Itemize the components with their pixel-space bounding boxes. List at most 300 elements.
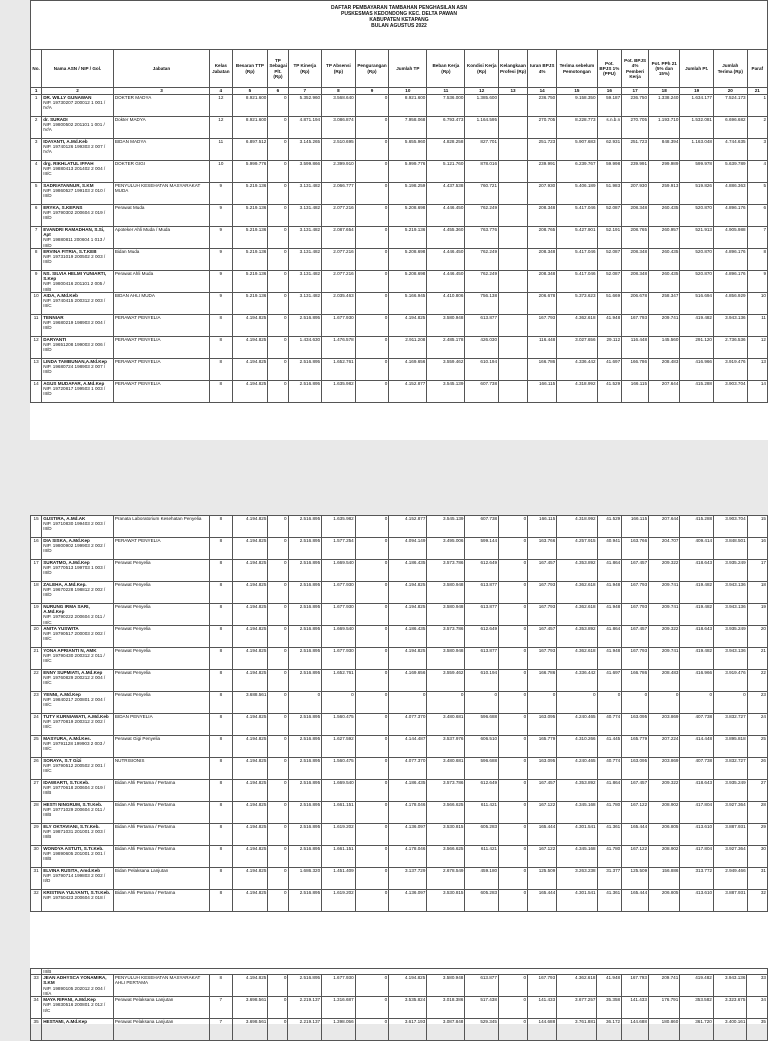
employee-nip: NIP. 19880811 200604 1 013 / III/D [43, 237, 105, 248]
position-cell: Bidan Pelaksana Lanjutan [113, 868, 209, 890]
cell-paraf[interactable]: 24 [747, 714, 767, 736]
row-number: 11 [31, 315, 42, 337]
cell-bpjs1: 52.087 [597, 205, 622, 227]
cell-plt: 0 [268, 604, 288, 626]
cell-pgr: 0 [355, 538, 389, 560]
table-row [31, 582, 768, 604]
cell-lang: 0 [499, 626, 528, 648]
cell-paraf[interactable]: 4 [747, 161, 767, 183]
cell-pgr: 0 [355, 117, 389, 139]
cell-kin: 2.516.895 [288, 890, 322, 912]
cell-lang: 0 [499, 890, 528, 912]
cell-iuran: 125.509 [528, 868, 557, 890]
cell-bpjs1: 41.948 [597, 315, 622, 337]
cell-plt: 0 [268, 271, 288, 293]
cell-paraf[interactable]: 25 [747, 736, 767, 758]
cell-paraf[interactable]: 35 [747, 1019, 768, 1041]
cell-paraf[interactable]: 6 [747, 205, 767, 227]
cell-plt: 0 [268, 868, 288, 890]
cell-kond: 599.144 [465, 538, 499, 560]
column-header: Pot. BPJS 1% (PPU) [597, 50, 622, 88]
cell-paraf[interactable]: 11 [747, 315, 767, 337]
cell-net: 3.919.476 [714, 670, 748, 692]
cell-lang: 0 [499, 758, 528, 780]
position-cell: PERAWAT PENYELIA [113, 359, 209, 381]
cell-kond: 612.649 [465, 780, 499, 802]
cell-ttp: 4.194.825 [232, 359, 268, 381]
table-row [31, 560, 768, 582]
cell-paraf[interactable]: 8 [747, 249, 767, 271]
cell-pph: 203.869 [649, 758, 680, 780]
cell-kin: 5.352.960 [288, 95, 322, 117]
cell-lang [499, 337, 528, 359]
cell-abs: 1.669.540 [322, 560, 356, 582]
cell-bpjs1: 51.983 [597, 183, 622, 205]
cell-kelas: 9 [210, 249, 232, 271]
cell-paraf[interactable]: 1 [747, 95, 767, 117]
cell-abs: 1.451.409 [322, 868, 356, 890]
table-row [31, 802, 768, 824]
cell-plt: 0 [268, 780, 288, 802]
position-cell: Perawat Ahli Muda [113, 271, 209, 293]
cell-jpot: 416.966 [680, 359, 714, 381]
cell-lang: 0 [499, 780, 528, 802]
cell-terima: 3.677.257 [557, 997, 597, 1019]
cell-kond: 596.688 [465, 758, 499, 780]
cell-net: 3.943.136 [713, 315, 747, 337]
cell-iuran: 165.444 [528, 890, 557, 912]
cell-pgr: 0 [355, 824, 389, 846]
cell-lang: 0 [499, 692, 528, 714]
cell-terima: 4.362.618 [557, 582, 597, 604]
row-number: 26 [31, 758, 42, 780]
column-header: Kelangkaan Profesi (Rp) [499, 50, 528, 88]
cell-kelas: 9 [210, 205, 232, 227]
cell-paraf[interactable]: 9 [747, 271, 767, 293]
table-row [31, 293, 768, 315]
cell-abs: 2.087.654 [322, 227, 356, 249]
cell-abs: 1.627.592 [322, 736, 356, 758]
cell-beban: 4.828.258 [427, 139, 465, 161]
cell-kelas: 8 [210, 890, 232, 912]
cell-paraf[interactable]: 7 [747, 227, 767, 249]
employee-cell [42, 560, 114, 582]
cell-ttp: 4.194.825 [232, 975, 268, 997]
cell-jml: 7.958.068 [389, 117, 427, 139]
cell-beban: 3.018.386 [427, 997, 465, 1019]
cell-kond: 426.030 [465, 337, 499, 359]
row-number: 16 [31, 538, 42, 560]
cell-kin: 2.516.895 [288, 648, 322, 670]
cell-pph: 0 [649, 692, 680, 714]
employee-cell [42, 582, 114, 604]
cell-net: 4.744.635 [713, 139, 747, 161]
cell-paraf[interactable]: 5 [747, 183, 767, 205]
cell-net: 3.927.364 [714, 846, 748, 868]
cell-paraf[interactable]: 12 [747, 337, 767, 359]
cell-paraf[interactable]: 31 [747, 868, 767, 890]
cell-lang: 0 [499, 648, 528, 670]
employee-cell [42, 337, 114, 359]
cell-terima: 8.228.773 [557, 117, 597, 139]
cell-iuran: 207.930 [528, 183, 557, 205]
cell-kond: 613.877 [465, 975, 499, 997]
cell-terima: 4.353.892 [557, 560, 597, 582]
cell-paraf[interactable]: 29 [747, 824, 767, 846]
employee-name: NS. SILVIA HELMI YUNIARTI, S.Kep [43, 271, 107, 282]
cell-kin: 2.219.137 [288, 1019, 322, 1041]
cell-abs: 1.661.151 [322, 846, 356, 868]
employee-name: EVANDRI RAMADHAN, S.Si, Apt [43, 227, 105, 238]
cell-ttp: 4.194.825 [232, 780, 268, 802]
cell-paraf[interactable]: 26 [747, 758, 767, 780]
employee-cell [42, 117, 114, 139]
cell-iuran: 167.793 [528, 604, 557, 626]
employee-name: ERYKA, S.KEP.NS [43, 205, 83, 210]
cell-plt: 0 [268, 538, 288, 560]
position-cell: PENYULUH KESEHATAN MASYARAKAT MUDA [113, 183, 209, 205]
cell-pph: 209.322 [649, 626, 680, 648]
row-number: 2 [31, 117, 42, 139]
employee-name: DR. WILLY GUNAWAN [43, 95, 92, 100]
cell-ttp: 4.194.825 [232, 516, 268, 538]
cell-jpot: 516.694 [680, 293, 714, 315]
cell-bpjs1: 41.529 [597, 381, 622, 403]
row-number: 8 [31, 249, 42, 271]
cell-beban: 3.480.681 [427, 758, 465, 780]
row-number: 12 [31, 337, 42, 359]
cell-bpjs4: 167.457 [622, 780, 649, 802]
cell-paraf[interactable]: 3 [747, 139, 767, 161]
position-cell: Bidan Muda [113, 249, 209, 271]
cell-pph: 1.193.710 [649, 117, 680, 139]
cell-abs: 1.316.687 [322, 997, 356, 1019]
column-header: Iuran BPJS 4% [528, 50, 557, 88]
cell-lang [499, 249, 528, 271]
cell-terima: 4.345.168 [557, 846, 597, 868]
cell-paraf[interactable]: 21 [747, 648, 767, 670]
employee-nip: NIP. 19770618 200604 2 019 / III/B [43, 785, 106, 796]
cell-terima: 4.353.892 [557, 780, 597, 802]
cell-beban: 3.545.139 [427, 381, 465, 403]
cell-beban: 3.573.786 [427, 780, 465, 802]
cell-kin: 1.686.320 [288, 868, 322, 890]
cell-bpjs1: 41.780 [597, 846, 622, 868]
cell-net: 4.896.176 [713, 249, 747, 271]
cell-pgr: 0 [355, 205, 389, 227]
cell-kin: 4.871.194 [288, 117, 322, 139]
cell-iuran: 163.095 [528, 714, 557, 736]
row-number: 1 [31, 95, 42, 117]
cell-kin: 2.516.895 [288, 714, 322, 736]
cell-paraf[interactable]: 34 [747, 997, 768, 1019]
cell-abs: 1.652.761 [322, 359, 356, 381]
column-index: 15 [557, 88, 597, 95]
cell-net: 3.832.727 [714, 714, 748, 736]
cell-pph: 207.644 [649, 516, 680, 538]
cell-abs: 2.510.695 [322, 139, 356, 161]
cell-kelas: 9 [210, 227, 232, 249]
cell-lang [499, 183, 528, 205]
cell-ttp: 5.999.776 [232, 161, 268, 183]
cell-jpot: 0 [680, 692, 714, 714]
cell-jml: 4.152.877 [389, 381, 427, 403]
cell-bpjs4: 208.348 [622, 205, 649, 227]
employee-name: LINDA TAMBUNAN,A.Md.Kep [43, 359, 107, 364]
cell-net: 3.903.704 [714, 516, 748, 538]
cell-jpot: 1.634.177 [680, 95, 714, 117]
cell-jpot: 519.826 [680, 183, 714, 205]
employee-name: DARYANTI [43, 337, 67, 342]
cell-kond: 607.738 [465, 516, 499, 538]
cell-pph: 207.224 [649, 736, 680, 758]
cell-pph: 203.869 [649, 714, 680, 736]
cell-ttp: 4.194.825 [232, 824, 268, 846]
cell-beban: 3.495.006 [427, 538, 465, 560]
cell-jml: 4.194.825 [389, 975, 427, 997]
employee-name: ELVINA RUSITA, Amd.Keb [43, 868, 101, 873]
cell-paraf[interactable]: 28 [747, 802, 767, 824]
cell-bpjs1: 59.998 [597, 161, 622, 183]
cell-lang [499, 139, 528, 161]
cell-pgr: 0 [355, 183, 389, 205]
cell-kond: 605.283 [465, 824, 499, 846]
position-cell: PERAWAT PENYELIA [113, 315, 209, 337]
table-row [31, 359, 768, 381]
cell-lang [499, 95, 528, 117]
cell-iuran: 167.793 [528, 315, 557, 337]
cell-plt: 0 [268, 560, 288, 582]
employee-cell [42, 604, 114, 626]
cell-paraf[interactable]: 18 [747, 582, 767, 604]
employee-nip: NIP. 19840217 200801 2 004 / III/C [43, 697, 106, 708]
cell-jml: 4.186.435 [389, 780, 427, 802]
position-cell: Perawat Penyelia [113, 670, 209, 692]
table-row [31, 117, 768, 139]
cell-net: 3.400.161 [713, 1019, 747, 1041]
employee-nip: NIP. 19770819 200312 2 002 / III/C [43, 719, 106, 730]
cell-kond: 605.283 [465, 890, 499, 912]
employee-nip: NIP. 19731019 200502 2 003 / III/D [43, 254, 106, 265]
employee-cell [42, 846, 114, 868]
cell-plt: 0 [268, 183, 288, 205]
cell-paraf[interactable]: 17 [747, 560, 767, 582]
cell-kelas: 10 [210, 161, 232, 183]
cell-jpot: 415.288 [680, 381, 714, 403]
employee-name: GUSTIRA, A.Md.AK [43, 516, 86, 521]
cell-bpjs1: 52.191 [597, 227, 622, 249]
cell-kelas: 8 [210, 714, 232, 736]
tpp-table-3 [30, 968, 768, 1041]
employee-nip: NIP. 19730207 200012 1 001 / IV/A [43, 100, 106, 111]
cell-lang [499, 117, 528, 139]
cell-paraf[interactable]: 2 [747, 117, 767, 139]
cell-bpjs4: 165.779 [622, 736, 649, 758]
cell-paraf[interactable]: 13 [747, 359, 767, 381]
cell-plt: 0 [268, 516, 288, 538]
employee-name: TUTY KURNIAWATI, A.Md.Keb [43, 714, 109, 719]
cell-bpjs1: 41.361 [597, 824, 622, 846]
position-cell: BIDAN MADYA [113, 139, 209, 161]
cell-plt: 0 [268, 1019, 288, 1041]
cell-lang [499, 205, 528, 227]
employee-nip: NIP. 19800416 201101 2 005 / III/B [43, 281, 105, 292]
cell-beban: 2.678.549 [427, 868, 465, 890]
cell-terima: 4.353.892 [557, 626, 597, 648]
row-number: 10 [31, 293, 42, 315]
employee-nip: NIP. 19860527 199103 2 010 / III/D [43, 188, 106, 199]
cell-bpjs4: 165.444 [622, 824, 649, 846]
cell-terima: 0 [557, 692, 597, 714]
cell-bpjs4: 166.115 [622, 381, 649, 403]
column-header: Terima sebelum Pemotongan [557, 50, 597, 88]
cell-jpot: 419.482 [680, 582, 714, 604]
cell-bpjs4: 208.765 [622, 227, 649, 249]
cell-net: 3.848.501 [714, 538, 748, 560]
cell-kelas: 8 [210, 846, 232, 868]
cell-abs: 1.619.202 [322, 824, 356, 846]
cell-paraf[interactable]: 19 [747, 604, 767, 626]
cell-plt: 0 [268, 337, 288, 359]
cell-pgr: 0 [355, 381, 389, 403]
row-number: 29 [31, 824, 42, 846]
cell-ttp: 5.219.136 [232, 227, 268, 249]
cell-iuran: 141.433 [528, 997, 557, 1019]
table-row [31, 315, 768, 337]
cell-net: 2.949.466 [714, 868, 748, 890]
table-row [31, 626, 768, 648]
cell-ttp: 4.194.825 [232, 736, 268, 758]
cell-kond: 613.877 [465, 604, 499, 626]
position-cell: BIDAN AHLI MUDA [113, 293, 209, 315]
cell-paraf[interactable]: 30 [747, 846, 767, 868]
cell-paraf[interactable]: 32 [747, 890, 767, 912]
cell-kelas: 12 [210, 95, 232, 117]
cell-paraf[interactable]: 22 [747, 670, 767, 692]
cell-pgr: 0 [355, 271, 389, 293]
employee-cell [42, 516, 114, 538]
cell-beban: 3.580.948 [427, 604, 465, 626]
cell-paraf[interactable]: 15 [747, 516, 767, 538]
cell-jml: 5.655.960 [389, 139, 427, 161]
table-row [31, 975, 768, 997]
cell-plt: 0 [268, 758, 288, 780]
cell-plt: 0 [268, 117, 288, 139]
cell-beban: 3.559.462 [427, 670, 465, 692]
cell-kond: 763.776 [465, 227, 499, 249]
cell-kond: 606.510 [465, 736, 499, 758]
employee-cell [42, 271, 114, 293]
cell-ttp: 4.194.825 [232, 381, 268, 403]
cell-plt: 0 [268, 95, 288, 117]
cell-terima: 3.761.881 [557, 1019, 597, 1041]
cell-paraf[interactable]: 14 [747, 381, 767, 403]
cell-paraf[interactable]: 16 [747, 538, 767, 560]
cell-kond: 613.877 [465, 315, 499, 337]
cell-kin: 2.516.895 [288, 670, 322, 692]
column-header: TP Sebagai Plt. (Rp) [268, 50, 288, 88]
cell-bpjs4: 163.095 [622, 714, 649, 736]
cell-kin: 2.516.895 [288, 975, 322, 997]
cell-net: 3.919.476 [713, 359, 747, 381]
column-header: Jumlah Terima (Rp) [713, 50, 747, 88]
column-index: 14 [528, 88, 557, 95]
position-cell: Bidan Ahli Pertama / Pertama [113, 780, 209, 802]
cell-ttp: 3.698.561 [232, 1019, 268, 1041]
row-number: 20 [31, 626, 42, 648]
employee-cell [42, 161, 114, 183]
cell-abs: 3.086.874 [322, 117, 356, 139]
cell-bpjs4: 270.705 [622, 117, 649, 139]
cell-beban: 7.536.000 [427, 95, 465, 117]
cell-pph: 209.741 [649, 582, 680, 604]
cell-abs: 1.677.930 [322, 975, 356, 997]
cell-paraf[interactable]: 27 [747, 780, 767, 802]
cell-terima: 6.239.767 [557, 161, 597, 183]
employee-nip: NIP. 19790302 200604 2 019 / III/D [43, 210, 106, 221]
cell-pph: 259.913 [649, 183, 680, 205]
cell-pph: 209.741 [649, 648, 680, 670]
cell-paraf[interactable]: 20 [747, 626, 767, 648]
employee-nip: NIP. 19651208 199003 2 006 / III/D [43, 342, 106, 353]
cell-abs: 2.035.463 [322, 293, 356, 315]
cell-abs: 1.619.202 [322, 890, 356, 912]
cell-jpot: 361.720 [680, 1019, 714, 1041]
cell-terima: 4.362.618 [557, 315, 597, 337]
cell-ttp: 5.219.136 [232, 271, 268, 293]
cell-kond: 1.385.600 [465, 95, 499, 117]
column-header: TP Absensi (Rp) [322, 50, 356, 88]
column-index: 11 [427, 88, 465, 95]
cell-net: 3.832.727 [714, 758, 748, 780]
cell-plt: 0 [268, 626, 288, 648]
cell-pgr: 0 [355, 139, 389, 161]
column-header: Besaran TTP (Rp) [232, 50, 268, 88]
cell-kelas: 8 [210, 604, 232, 626]
cell-paraf[interactable]: 10 [747, 293, 767, 315]
cell-pph: 209.741 [648, 975, 679, 997]
cell-pph: 207.644 [649, 381, 680, 403]
cell-terima: 5.427.901 [557, 227, 597, 249]
cell-kelas: 8 [210, 359, 232, 381]
page-1 [30, 0, 768, 440]
cell-beban: 3.573.786 [427, 560, 465, 582]
cell-plt: 0 [268, 359, 288, 381]
cell-paraf[interactable]: 23 [747, 692, 767, 714]
cell-kond: 0 [465, 692, 499, 714]
cell-plt: 0 [268, 315, 288, 337]
employee-name: AIDA, A.Md.Keb [43, 293, 78, 298]
employee-nip: NIP. 19790222 200604 2 011 / III/C [43, 614, 105, 625]
position-cell: DOKTER GIGI [113, 161, 209, 183]
cell-bpjs4: 141.433 [622, 997, 649, 1019]
cell-kond: 612.649 [465, 560, 499, 582]
cell-plt: 0 [268, 161, 288, 183]
table-row [31, 205, 768, 227]
cell-abs: 1.635.982 [322, 516, 356, 538]
cell-pgr: 0 [355, 780, 389, 802]
cell-jpot: 409.414 [680, 538, 714, 560]
cell-jml: 8.921.600 [389, 95, 427, 117]
column-index: 6 [268, 88, 288, 95]
table-row [31, 516, 768, 538]
employee-cell [42, 824, 114, 846]
employee-nip: NIP. 19670228 198812 2 002 / III/D [43, 587, 106, 598]
employee-name: SORAYA, S.T Gizi [43, 758, 82, 763]
cell-pgr: 0 [355, 359, 389, 381]
row-number: 31 [31, 868, 42, 890]
cell-paraf[interactable]: 33 [747, 975, 768, 997]
